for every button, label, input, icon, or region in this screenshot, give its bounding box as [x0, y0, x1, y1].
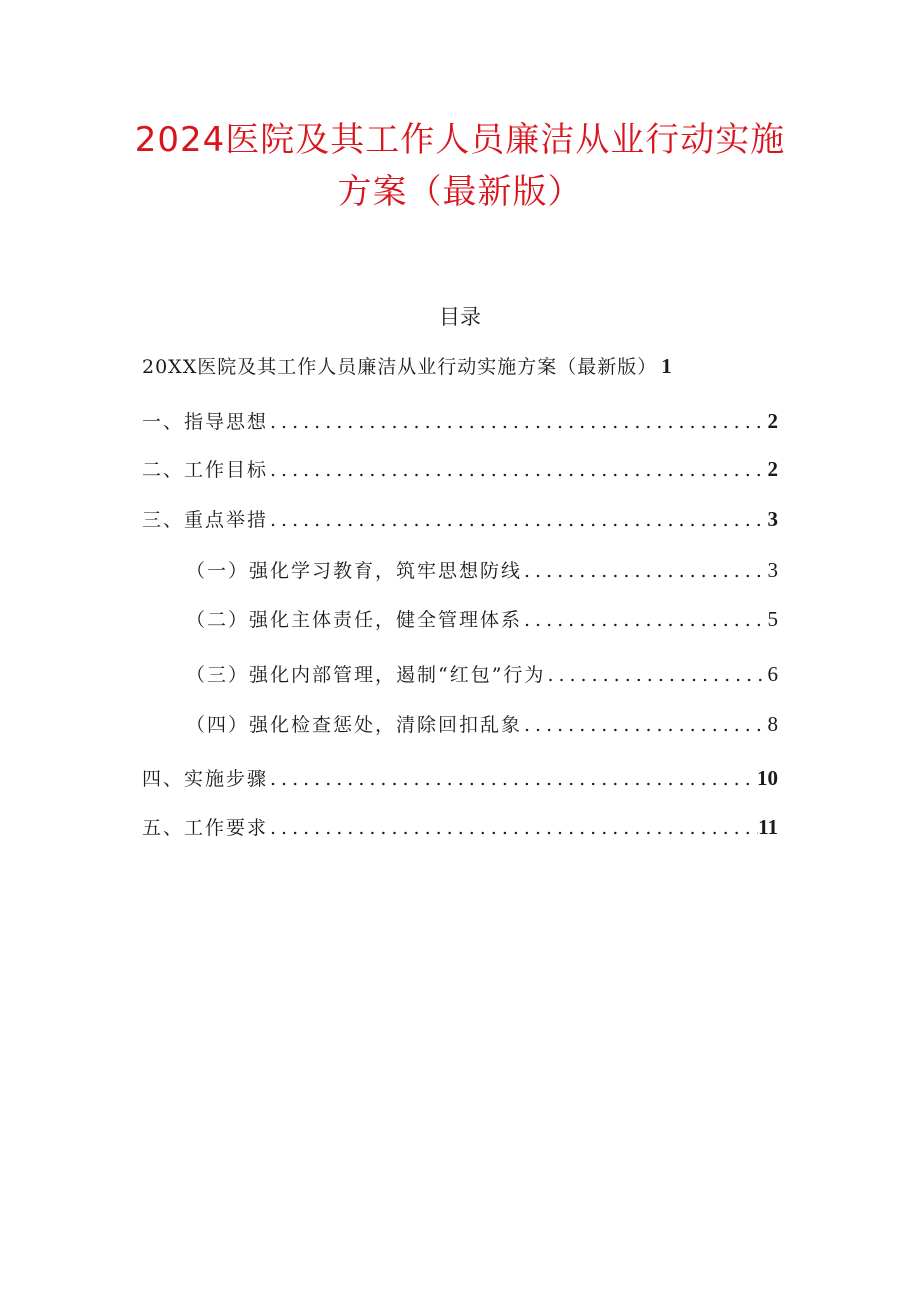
toc-entry-page: 2: [767, 409, 778, 433]
toc-leader-dots: [545, 660, 767, 690]
toc-leader-dots: [268, 407, 767, 437]
toc-entry-page: 3: [767, 558, 778, 582]
toc-entry-label: 五、工作要求: [142, 817, 269, 839]
document-title-line1: 2024医院及其工作人员廉洁从业行动实施: [134, 120, 786, 160]
toc-leader-dots: [268, 505, 767, 535]
toc-entry-measure-3[interactable]: [186, 659, 778, 689]
toc-entry-document[interactable]: [142, 351, 778, 381]
toc-entry-page: 11: [758, 815, 778, 839]
toc-entry-implementation-steps[interactable]: [142, 763, 778, 793]
toc-heading: 目录: [439, 305, 481, 329]
toc-entry-label: （四）强化检查惩处，清除回扣乱象: [186, 714, 523, 736]
toc-entry-label: 一、指导思想: [142, 411, 269, 433]
toc-entry-key-measures[interactable]: [142, 504, 778, 534]
toc-entry-page: 3: [767, 507, 778, 531]
toc-entry-page: 1: [661, 354, 672, 378]
toc-leader-dots: [268, 813, 758, 843]
document-title-line2: 方案（最新版）: [337, 172, 583, 212]
toc-entry-page: 5: [767, 607, 778, 631]
toc-entry-measure-4[interactable]: [186, 709, 778, 739]
toc-entry-label: （二）强化主体责任，健全管理体系: [186, 609, 523, 631]
toc-entry-work-requirements[interactable]: [142, 812, 778, 842]
toc-entry-label: （一）强化学习教育，筑牢思想防线: [186, 560, 523, 582]
toc-leader-dots: [268, 764, 757, 794]
toc-entry-page: 10: [757, 766, 778, 790]
toc-leader-dots: [268, 455, 767, 485]
toc-leader-dots: [522, 556, 767, 586]
toc-entry-label: 20XX医院及其工作人员廉洁从业行动实施方案（最新版）: [142, 356, 658, 378]
toc-entry-measure-2[interactable]: [186, 604, 778, 634]
toc-entry-page: 2: [767, 457, 778, 481]
toc-entry-work-goals[interactable]: [142, 454, 778, 484]
toc-entry-label: 三、重点举措: [142, 509, 269, 531]
toc-entry-measure-1[interactable]: [186, 555, 778, 585]
toc-entry-label: （三）强化内部管理，遏制“红包”行为: [186, 664, 546, 686]
toc-leader-dots: [522, 710, 767, 740]
toc-entry-label: 二、工作目标: [142, 459, 269, 481]
toc-entry-page: 8: [767, 712, 778, 736]
toc-entry-page: 6: [767, 662, 778, 686]
toc-entry-label: 四、实施步骤: [142, 768, 269, 790]
toc-entry-guiding-ideology[interactable]: [142, 406, 778, 436]
toc-leader-dots: [522, 605, 767, 635]
